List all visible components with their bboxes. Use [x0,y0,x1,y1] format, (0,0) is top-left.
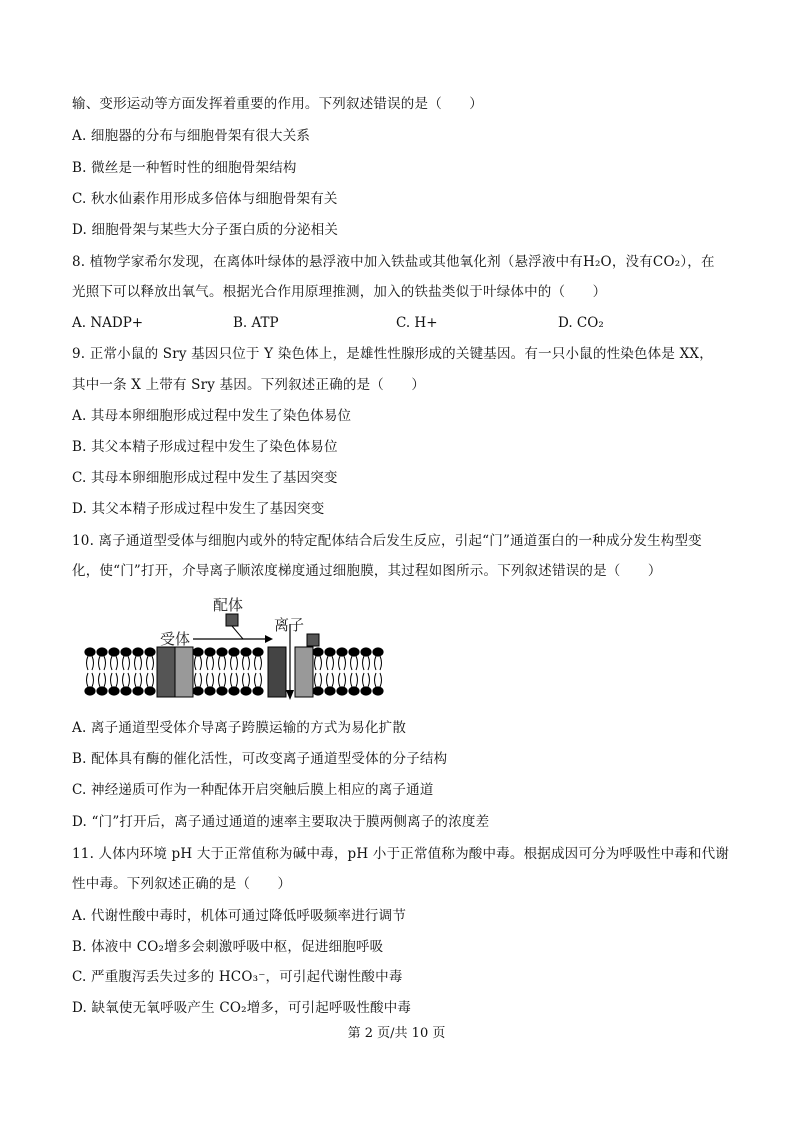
lipid-head [217,648,227,656]
q8-stem-line1: 8. 植物学家希尔发现，在离体叶绿体的悬浮液中加入铁盐或其他氧化剂（悬浮液中有H₂O，没有CO₂），在 [72,254,715,270]
ligand-pointer [232,626,243,639]
lipid-tail [207,656,214,687]
lipid-head [361,687,371,695]
ion-label: 离子 [274,616,305,634]
lipid-tail [327,656,334,687]
q7-option-a: A. 细胞器的分布与细胞骨架有很大关系 [72,128,311,144]
lipid-head [349,687,359,695]
q7-option-b: B. 微丝是一种暂时性的细胞骨架结构 [72,160,297,176]
lipid-tail [147,656,154,687]
q7-stem-continuation: 输、变形运动等方面发挥着重要的作用。下列叙述错误的是（ ） [72,96,483,112]
lipid-head [313,687,323,695]
q9-option-c: C. 其母本卵细胞形成过程中发生了基因突变 [72,470,338,486]
lipid-head [133,648,143,656]
lipid-head [85,648,95,656]
q9-stem-line2: 其中一条 X 上带有 Sry 基因。下列叙述正确的是（ ） [72,377,426,393]
q7-option-c: C. 秋水仙素作用形成多倍体与细胞骨架有关 [72,191,338,207]
lipid-head [361,648,371,656]
q9-option-b: B. 其父本精子形成过程中发生了染色体易位 [72,439,338,455]
q10-option-a: A. 离子通道型受体介导离子跨膜运输的方式为易化扩散 [72,720,407,736]
lipid-head [349,648,359,656]
ion-channel-figure [80,590,400,705]
lipid-head [121,687,131,695]
lipid-head [229,687,239,695]
lipid-tail [315,656,322,687]
arrowhead-icon [265,635,273,643]
lipid-head [85,687,95,695]
q8-option-c: C. H+ [396,315,438,331]
lipid-tail [195,656,202,687]
lipid-head [121,648,131,656]
q11-option-d: D. 缺氧使无氧呼吸产生 CO₂增多，可引起呼吸性酸中毒 [72,1000,412,1016]
q9-option-d: D. 其父本精子形成过程中发生了基因突变 [72,501,325,517]
lipid-tail [99,656,106,687]
q8-option-b: B. ATP [233,315,279,331]
receptor-subunit-left [157,647,175,697]
lipid-head [217,687,227,695]
lipid-tail [363,656,370,687]
lipid-tail [255,656,262,687]
lipid-tail [111,656,118,687]
q7-option-d: D. 细胞骨架与某些大分子蛋白质的分泌相关 [72,222,339,238]
q10-stem-line1: 10. 离子通道型受体与细胞内或外的特定配体结合后发生反应，引起“门”通道蛋白的一种成分发生构型变 [72,533,702,549]
lipid-head [193,648,203,656]
lipid-tail [231,656,238,687]
lipid-head [193,687,203,695]
q10-option-d: D. “门”打开后，离子通过通道的速率主要取决于膜两侧离子的浓度差 [72,814,490,830]
q11-option-b: B. 体液中 CO₂增多会刺激呼吸中枢，促进细胞呼吸 [72,939,384,955]
q10-option-c: C. 神经递质可作为一种配体开启突触后膜上相应的离子通道 [72,782,434,798]
channel-subunit-right [295,647,313,697]
free-ligand [226,614,238,626]
q8-option-d: D. CO₂ [558,315,604,331]
lipid-head [205,687,215,695]
lipid-head [97,687,107,695]
lipid-tail [123,656,130,687]
lipid-head [337,687,347,695]
lipid-tail [351,656,358,687]
lipid-tail [243,656,250,687]
lipid-head [205,648,215,656]
lipid-head [97,648,107,656]
lipid-head [241,687,251,695]
q11-stem-line2: 性中毒。下列叙述正确的是（ ） [72,876,292,892]
lipid-head [325,687,335,695]
lipid-head [313,648,323,656]
lipid-head [241,648,251,656]
lipid-head [109,687,119,695]
q9-option-a: A. 其母本卵细胞形成过程中发生了染色体易位 [72,408,352,424]
lipid-tail [375,656,382,687]
receptor-label: 受体 [160,630,191,648]
q11-stem-line1: 11. 人体内环境 pH 大于正常值称为碱中毒，pH 小于正常值称为酸中毒。根据成因可分为呼吸性中毒和代谢 [72,846,730,862]
lipid-head [109,648,119,656]
q10-stem-line2: 化，使“门”打开，介导离子顺浓度梯度通过细胞膜，其过程如图所示。下列叙述错误的是（ ） [72,563,662,579]
lipid-head [253,648,263,656]
q8-option-a: A. NADP+ [72,315,144,331]
bound-ligand [307,634,319,646]
q11-option-c: C. 严重腹泻丢失过多的 HCO₃⁻，可引起代谢性酸中毒 [72,969,403,985]
lipid-tail [219,656,226,687]
lipid-head [133,687,143,695]
lipid-head [373,687,383,695]
lipid-tail [87,656,94,687]
lipid-head [337,648,347,656]
receptor-subunit-right [175,647,193,697]
ligand-label: 配体 [213,596,244,614]
lipid-head [373,648,383,656]
lipid-head [145,648,155,656]
lipid-head [145,687,155,695]
lipid-head [229,648,239,656]
q9-stem-line1: 9. 正常小鼠的 Sry 基因只位于 Y 染色体上，是雄性性腺形成的关键基因。有一只小鼠的性染色体是 XX， [72,346,713,362]
lipid-tail [339,656,346,687]
q8-stem-line2: 光照下可以释放出氧气。根据光合作用原理推测，加入的铁盐类似于叶绿体中的（ ） [72,284,607,300]
phospholipid-bilayer [85,648,383,695]
lipid-head [325,648,335,656]
q11-option-a: A. 代谢性酸中毒时，机体可通过降低呼吸频率进行调节 [72,908,407,924]
lipid-tail [135,656,142,687]
q10-option-b: B. 配体具有酶的催化活性，可改变离子通道型受体的分子结构 [72,751,448,767]
channel-subunit-left [268,647,286,697]
ion-arrowhead-icon [286,690,294,700]
lipid-head [253,687,263,695]
page-footer: 第 2 页/共 10 页 [347,1026,446,1041]
